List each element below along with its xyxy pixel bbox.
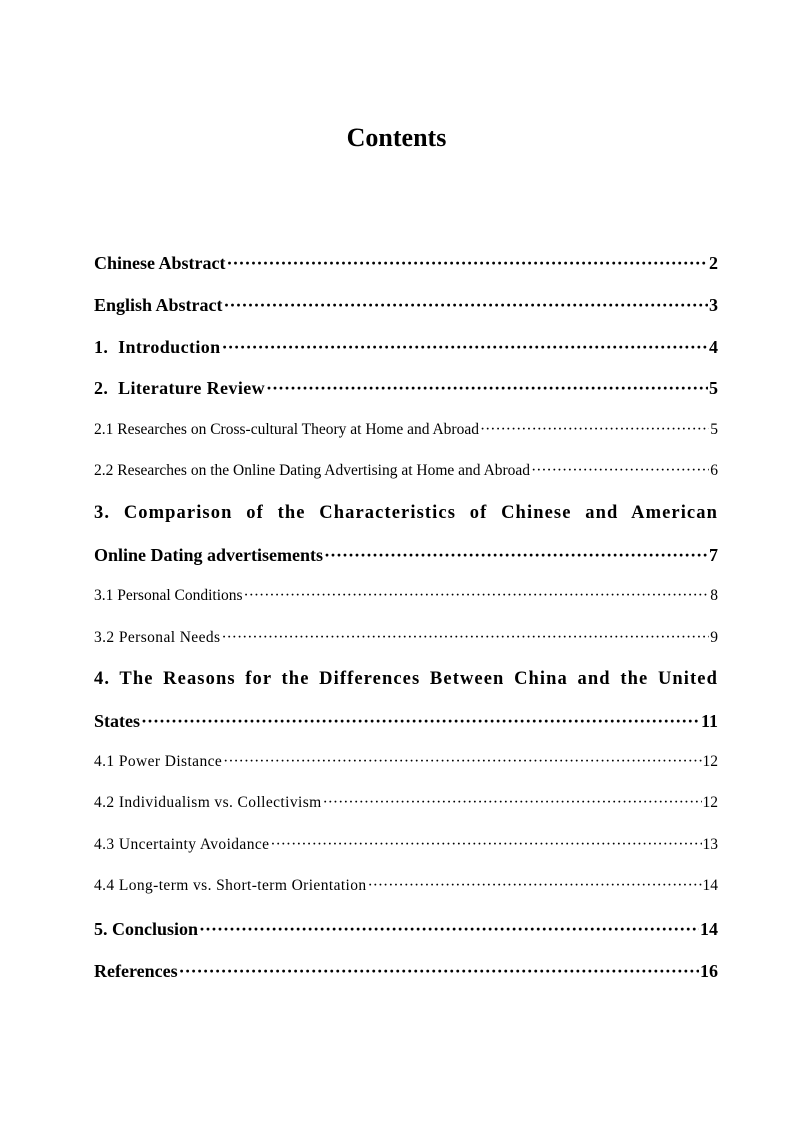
toc-entry-4-reasons[interactable] [94, 707, 718, 735]
toc-entry-label: References [94, 961, 178, 981]
dot-leader [221, 624, 709, 652]
dot-leader [141, 707, 700, 735]
toc-entry-label: 2.1 Researches on Cross-cultural Theory at Home and Abroad [94, 421, 479, 438]
toc-entry-label: Chinese Abstract [94, 253, 226, 273]
toc-entry-3-1[interactable] [94, 582, 718, 610]
toc-entry-page: 9 [710, 629, 718, 646]
toc-entry-page: 6 [710, 462, 718, 479]
toc-entry-4-4[interactable] [94, 872, 718, 900]
toc-entry-4-heading-line1[interactable]: 4. The Reasons for the Differences Between China and the United [94, 669, 718, 689]
toc-entry-page: 16 [700, 961, 718, 981]
toc-entry-page: 13 [702, 836, 718, 853]
dot-leader [324, 541, 708, 569]
toc-entry-label: 4.2 Individualism vs. Collectivism [94, 794, 322, 811]
dot-leader [368, 872, 702, 900]
toc-entry-page: 11 [700, 711, 718, 731]
dot-leader [224, 291, 708, 319]
toc-entry-label: Online Dating advertisements [94, 545, 323, 565]
dot-leader [244, 582, 710, 610]
dot-leader [270, 831, 701, 859]
toc-entry-page: 14 [700, 919, 718, 939]
toc-entry-label: 2.2 Researches on the Online Dating Advertising at Home and Abroad [94, 462, 531, 479]
toc-entry-page: 3 [709, 295, 718, 315]
toc-entry-literature-review[interactable] [94, 374, 718, 402]
toc-entry-page: 5 [709, 378, 718, 398]
toc-entry-label: 1. Introduction [94, 337, 221, 357]
toc-entry-label: 2. Literature Review [94, 378, 266, 398]
toc-entry-english-abstract[interactable] [94, 291, 718, 319]
toc-entry-references[interactable] [94, 957, 718, 985]
toc-entry-page: 7 [709, 545, 718, 565]
toc-entry-label: English Abstract [94, 295, 223, 315]
toc-entry-conclusion[interactable] [94, 915, 718, 943]
toc-entry-page: 14 [702, 877, 718, 894]
page-title: Contents [346, 123, 447, 152]
toc-entry-4-3[interactable] [94, 831, 718, 859]
toc-entry-3-heading-line1[interactable]: 3. Comparison of the Characteristics of Chinese and American [94, 503, 718, 523]
toc-entry-4-2[interactable] [94, 789, 718, 817]
toc-entry-label: 4.4 Long-term vs. Short-term Orientation [94, 877, 367, 894]
toc-entry-page: 4 [709, 337, 718, 357]
toc-entry-4-1[interactable] [94, 748, 718, 776]
dot-leader [266, 374, 708, 402]
toc-entry-2-2[interactable] [94, 457, 718, 485]
toc-entry-page: 2 [709, 253, 718, 273]
toc-entry-introduction[interactable] [94, 333, 718, 361]
dot-leader [179, 957, 699, 985]
toc-entry-3-2[interactable] [94, 624, 718, 652]
toc-entry-2-1[interactable] [94, 416, 718, 444]
toc-entry-label: 4.3 Uncertainty Avoidance [94, 836, 270, 853]
toc-entry-label: 5. Conclusion [94, 919, 199, 939]
toc-entry-label: States [94, 711, 140, 731]
toc-entry-page: 5 [710, 421, 718, 438]
dot-leader [531, 457, 709, 485]
toc-entry-chinese-abstract[interactable] [94, 249, 718, 277]
toc-entry-page: 12 [702, 753, 718, 770]
dot-leader [223, 748, 701, 776]
dot-leader [323, 789, 702, 817]
toc-entry-3-comparison[interactable] [94, 541, 718, 569]
dot-leader [227, 249, 709, 277]
toc-entry-label: 4.1 Power Distance [94, 753, 223, 770]
toc-entry-label: 3.1 Personal Conditions [94, 587, 243, 604]
dot-leader [222, 333, 708, 361]
toc-entry-label: 3.2 Personal Needs [94, 629, 221, 646]
toc-entry-page: 8 [710, 587, 718, 604]
toc-entry-page: 12 [702, 794, 718, 811]
dot-leader [199, 915, 699, 943]
dot-leader [480, 416, 709, 444]
